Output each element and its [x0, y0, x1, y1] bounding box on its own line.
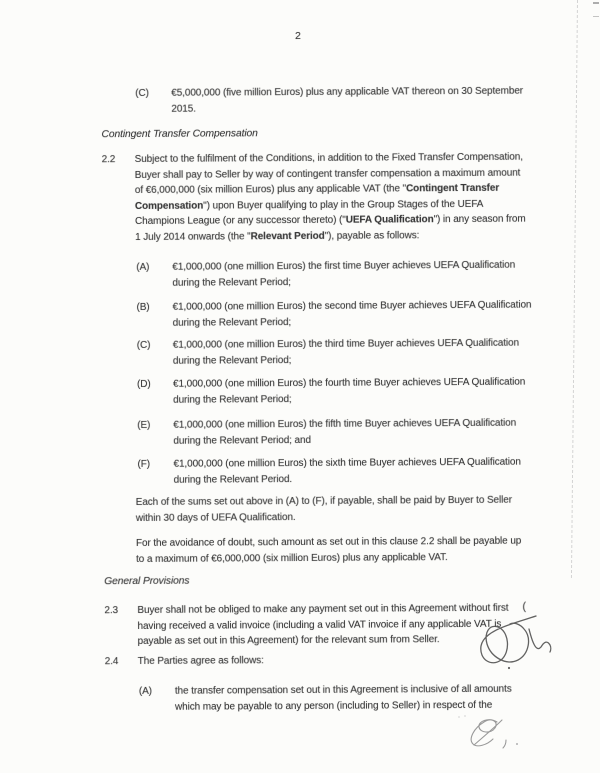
item-text: €1,000,000 (one million Euros) the third time Buyer achieves UEFA Qualification during the Relevant Period; — [172, 337, 520, 367]
clause-text: The Parties agree as follows: — [137, 655, 264, 667]
clause-text — [135, 150, 532, 246]
item-label: (A) — [138, 685, 152, 697]
clause-2-3 — [104, 601, 527, 650]
item-label: (F) — [137, 458, 151, 470]
payment-item-a — [136, 258, 532, 292]
clause-2-2-seg-6: "), payable as follows: — [324, 230, 420, 242]
payment-item-d — [137, 375, 533, 409]
clause-text: Buyer shall not be obliged to make any payment set out in this Agreement without first having received a valid invoice (including a valid VAT invoice if any applicable VAT is payable as set out in this Agreement) for the relevant sum from Seller. — [137, 602, 509, 648]
item-text: €1,000,000 (one million Euros) the fourth time Buyer achieves UEFA Qualification during the Relevant Period; — [172, 376, 526, 406]
agreement-item-a — [139, 682, 537, 716]
clause-2-2-seg-0: Subject to the fulfilment of the Conditions, in addition to the Fixed Transfer Compensation, Buyer shall pay to Seller by way of contingent transfer compensation a maximum amount of €6,000,000 (six million Euros) plus any applicable VAT (the " — [134, 151, 523, 197]
clause-2-2-seg-2: ") upon Buyer qualifying to play in the Group Stages of the UEFA Champions League (or any successor thereto) (" — [134, 198, 483, 228]
scan-corner-artifact — [593, 2, 599, 17]
item-text: €5,000,000 (five million Euros) plus any applicable VAT thereon on 30 September 2015. — [171, 85, 524, 115]
paragraph-avoidance-of-doubt: For the avoidance of doubt, such amount as set out in this clause 2.2 shall be payable up to a maximum of €6,000,000 (six million Euros) plus any applicable VAT. — [135, 535, 522, 565]
item-label: (A) — [136, 261, 150, 273]
defined-term-contingent-transfer-compensation: Contingent Transfer Compensation — [134, 182, 500, 212]
heading-general-provisions: General Provisions — [104, 575, 190, 588]
handwritten-bracket-mark: ( — [522, 600, 527, 613]
item-text: €1,000,000 (one million Euros) the first time Buyer achieves UEFA Qualification during the Relevant Period; — [172, 259, 516, 289]
item-text: the transfer compensation set out in this Agreement is inclusive of all amounts which may be payable to any person (including to Seller) in respect of the — [174, 683, 512, 713]
item-text: €1,000,000 (one million Euros) the sixth time Buyer achieves UEFA Qualification during the Relevant Period. — [173, 456, 521, 486]
clause-2-2-seg-4: ") in any season from 1 July 2014 onwards (the " — [135, 213, 526, 243]
defined-term-uefa-qualification: UEFA Qualification — [345, 214, 434, 227]
paragraph-sums-payable: Each of the sums set out above in (A) to (F), if payable, shall be paid by Buyer to Seller within 30 days of UEFA Qualification. — [135, 494, 512, 524]
clause-2-2 — [102, 150, 532, 246]
payment-item-c — [137, 336, 533, 370]
item-label: (B) — [136, 301, 150, 313]
item-label: (C) — [136, 339, 151, 351]
clause-number: 2.4 — [104, 656, 119, 668]
item-text: €1,000,000 (one million Euros) the second time Buyer achieves UEFA Qualification during the Relevant Period; — [172, 299, 532, 329]
item-label: (E) — [137, 419, 151, 431]
item-text: €1,000,000 (one million Euros) the fifth time Buyer achieves UEFA Qualification during the Relevant Period; and — [173, 417, 517, 447]
payment-item-b — [137, 298, 533, 332]
item-label: (D) — [136, 378, 151, 390]
clause-2-4 — [105, 652, 534, 670]
payment-item-top-c — [135, 84, 523, 118]
item-label: (C) — [135, 87, 149, 100]
page-number: 2 — [294, 29, 301, 43]
clause-number: 2.3 — [104, 605, 119, 617]
defined-term-relevant-period: Relevant Period — [250, 230, 325, 243]
payment-item-e — [137, 416, 533, 450]
clause-number: 2.2 — [101, 154, 116, 166]
heading-contingent-transfer-compensation: Contingent Transfer Compensation — [101, 128, 258, 141]
payment-item-f — [137, 455, 533, 489]
